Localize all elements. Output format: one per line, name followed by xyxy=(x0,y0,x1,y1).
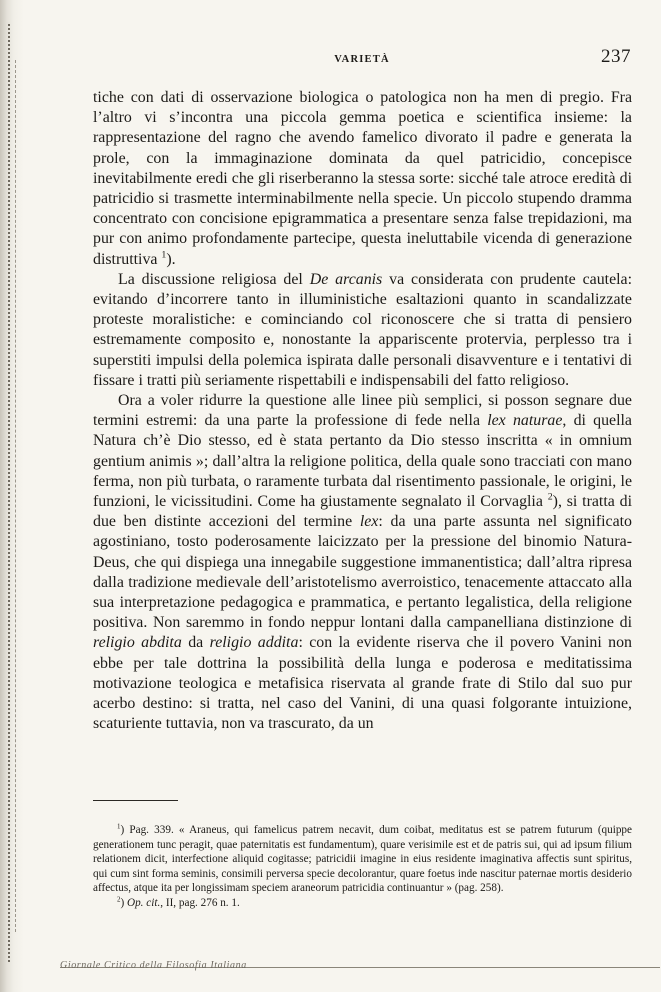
footnotes xyxy=(93,823,632,911)
footnote-marker: 1 xyxy=(161,249,167,261)
footnote-separator xyxy=(93,800,178,801)
italic-term: religio abdita xyxy=(93,634,182,652)
text-run: ) xyxy=(120,896,127,909)
text-run: : con la evidente riserva che il povero Vanini non ebbe per tale dottrina la possibilità della lunga e poderosa e meditatissima motivazione teologica e metafisica riservata al grande frate di Stilo dal suo pur acerbo destino: si tratta, nel caso del Vanini, di una quasi folgorante intuizione, scaturiente tuttavia, non va trascurato, da un xyxy=(93,634,633,733)
book-binding-shadow xyxy=(0,0,24,992)
text-run: , II, pag. 276 n. 1. xyxy=(160,896,240,909)
paragraph xyxy=(93,270,632,391)
text-run: ), si tratta di due ben distinte accezioni del termine xyxy=(93,493,632,531)
main-text xyxy=(93,88,632,735)
binding-edge xyxy=(15,60,16,932)
text-run: tiche con dati di osservazione biologica o patologica non ha men di pregio. Fra l’altro vi s’incontra una piccola gemma poetica e scientifica insieme: la rappresentazione del ragno che avendo famelico divorato il padre e generata la prole, con la immaginazione dominata da quel patricidio, concepisce inevitabilmente eredi che gli riserberanno la stessa sorte: sicché tale atroce eredità di patricidio si trasmette interminabilmente nella specie. Un piccolo stupendo dramma concentrato con concisione epigrammatica a presentare senza false trepidazioni, ma pur con animo profondamente partecipe, questa ineluttabile vicenda di generazione distruttiva xyxy=(93,89,632,268)
text-run: ) Pag. 339. « Araneus, qui famelicus patrem necavit, dum coibat, meditatus est se patrem futurum (quippe generationem tunc peragit, quae paternitatis est fundamentum), quare verisimile est et de patris sui, qui ad ipsum filium relationem dicit, interfectione aliquid cogitasse; patricidii imagine in eius residente imaginativa affectis sunt spiritus, qui cum sint forma seminis, consimili perversa specie decolorantur, quare foetus inde nascitur paternae mortis desiderio affectus, atque ita per longissimam speciem araneorum patricidia continuantur » (pag. 258). xyxy=(93,824,632,895)
paragraph xyxy=(93,88,632,270)
footnote xyxy=(93,823,632,896)
italic-term: religio addita xyxy=(209,634,299,652)
italic-term: De arcanis xyxy=(309,270,383,288)
text-run: : da una parte assunta nel significato agostiniano, tosto poderosamente laicizzato per la pressione del binomio Natura-Deus, che qui dispiega una innegabile suggestione immanentistica; dall’altra ripresa dalla tradizione medievale dell’aristotelismo averroistico, tenacemente attaccato alla sua interpretazione pedagogica e prammatica, e pertanto legalistica, della religione positiva. Non saremmo in fondo neppur lontani dalla campanelliana distinzione di xyxy=(93,513,632,632)
journal-footer: Giornale Critico della Filosofia Italiana xyxy=(60,960,247,971)
italic-term: Op. cit. xyxy=(127,896,161,909)
text-run: da xyxy=(181,634,210,652)
text-run: , di quella Natura ch’è Dio stesso, ed è stata pertanto da Dio stesso inscritta « in omnium gentium animis »; dall’altra la religione politica, della quale sono tracciati con mano ferma, non più turbata, o raramente turbata dal risentimento passionale, le origini, le funzioni, le vicissitudini. Come ha giustamente segnalato il Corvaglia xyxy=(93,412,632,511)
italic-term: lex xyxy=(359,513,379,531)
italic-term: lex naturae xyxy=(487,412,563,430)
footnote-marker: 2 xyxy=(547,491,553,503)
page-number: 237 xyxy=(601,46,631,67)
footnote-marker: 2 xyxy=(117,895,121,904)
text-run: ). xyxy=(166,250,176,268)
text-run: La discussione religiosa del xyxy=(118,270,310,288)
text-run: Ora a voler ridurre la questione alle linee più semplici, si posson segnare due termini estremi: da una parte la professione di fede nella xyxy=(93,392,632,430)
paragraph xyxy=(93,391,632,734)
footnote xyxy=(93,896,632,911)
running-head: VARIETÀ xyxy=(334,54,390,65)
text-run: va considerata con prudente cautela: evitando d’incorrere tanto in illuministiche esaltazioni quanto in scandalizzate proteste moralistiche: e cominciando col riconoscere che si tratta di pensiero estremamente composito e, nonostante la appariscente protervia, perplesso tra i superstiti impulsi della polemica ispirata dalle personali disavventure e i tentativi di fissare i tratti più seriamente rispettabili e indispensabili del fatto religioso. xyxy=(93,270,632,389)
binding-stitching xyxy=(8,24,10,962)
page-header xyxy=(93,44,631,72)
footnote-marker: 1 xyxy=(117,822,121,831)
